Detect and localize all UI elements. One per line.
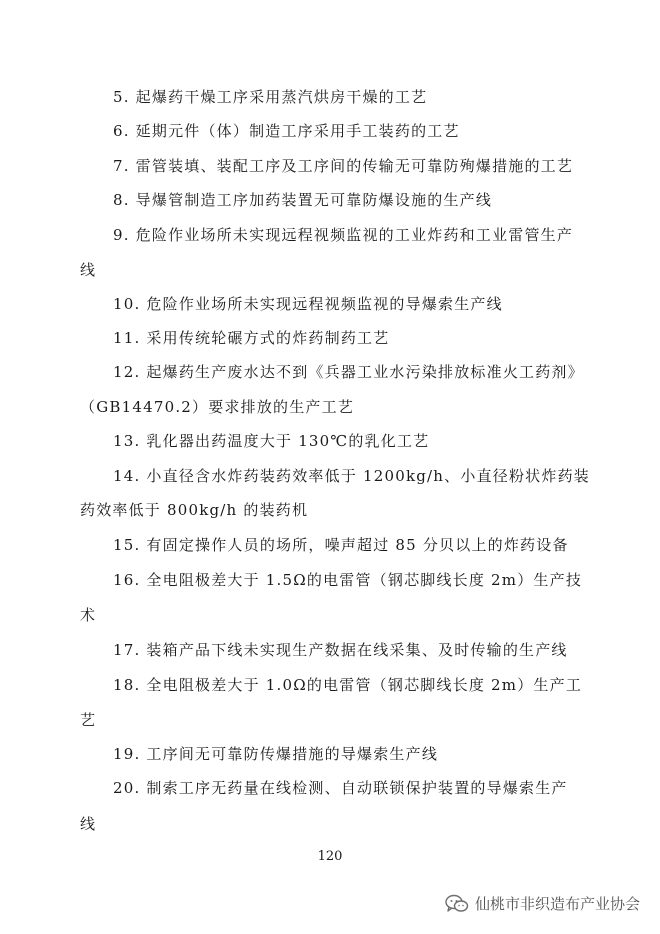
list-item-continuation: 艺 <box>80 711 97 729</box>
list-item-continuation: 药效率低于 800kg/h 的装药机 <box>80 501 309 519</box>
list-item: 15. 有固定操作人员的场所，噪声超过 85 分贝以上的炸药设备 <box>113 536 569 554</box>
list-item: 20. 制索工序无药量在线检测、自动联锁保护装置的导爆索生产 <box>113 779 568 797</box>
list-item: 5. 起爆药干燥工序采用蒸汽烘房干燥的工艺 <box>113 88 428 106</box>
list-item: 19. 工序间无可靠防传爆措施的导爆索生产线 <box>113 745 439 763</box>
list-item: 12. 起爆药生产废水达不到《兵器工业水污染排放标准火工药剂》 <box>113 363 584 381</box>
list-item: 14. 小直径含水炸药装药效率低于 1200kg/h、小直径粉状炸药装 <box>113 467 590 485</box>
list-item-continuation: 术 <box>80 606 97 624</box>
list-item: 16. 全电阻极差大于 1.5Ω的电雷管（钢芯脚线长度 2m）生产技 <box>113 571 583 589</box>
watermark-text: 仙桃市非织造布产业协会 <box>474 895 640 913</box>
list-item: 13. 乳化器出药温度大于 130℃的乳化工艺 <box>113 432 430 450</box>
list-item: 6. 延期元件（体）制造工序采用手工装药的工艺 <box>113 122 460 140</box>
watermark <box>445 893 640 914</box>
page-number: 120 <box>317 849 343 864</box>
list-item: 8. 导爆管制造工序加药装置无可靠防爆设施的生产线 <box>113 191 493 209</box>
list-item: 17. 装箱产品下线未实现生产数据在线采集、及时传输的生产线 <box>113 641 568 659</box>
list-item-continuation: 线 <box>80 261 97 279</box>
wechat-icon <box>445 894 469 914</box>
list-item: 18. 全电阻极差大于 1.0Ω的电雷管（钢芯脚线长度 2m）生产工 <box>113 676 583 694</box>
list-item-continuation: （GB14470.2）要求排放的生产工艺 <box>80 398 355 416</box>
list-item: 7. 雷管装填、装配工序及工序间的传输无可靠防殉爆措施的工艺 <box>113 157 574 175</box>
list-item-continuation: 线 <box>80 815 97 833</box>
list-item: 11. 采用传统轮碾方式的炸药制药工艺 <box>113 329 390 347</box>
list-item: 9. 危险作业场所未实现远程视频监视的工业炸药和工业雷管生产 <box>113 226 574 244</box>
list-item: 10. 危险作业场所未实现远程视频监视的导爆索生产线 <box>113 295 503 313</box>
